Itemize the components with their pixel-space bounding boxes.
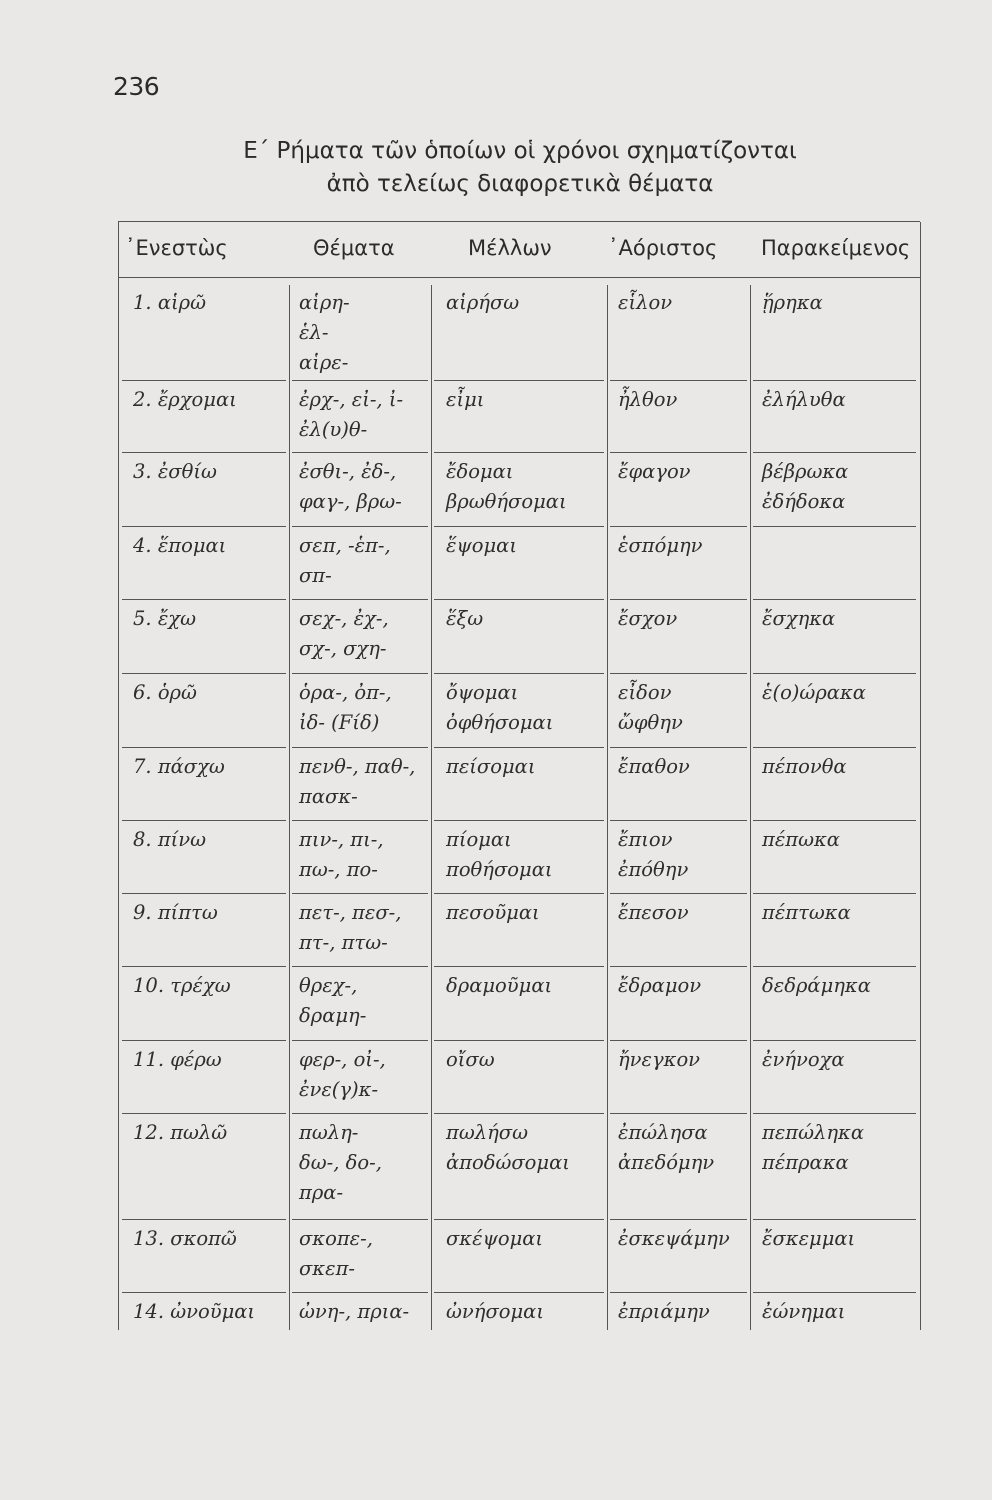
perfect-line: πέπωκα xyxy=(762,828,840,851)
stems-line: πετ-, πεσ-, xyxy=(299,901,402,924)
stems-line: φαγ-, βρω- xyxy=(299,490,402,513)
row-separator xyxy=(434,599,604,600)
row-separator xyxy=(753,1040,916,1041)
row-separator xyxy=(610,673,747,674)
row-number: 13. xyxy=(133,1227,165,1250)
row-separator xyxy=(753,1113,916,1114)
row-separator xyxy=(753,673,916,674)
aorist-line: ἔσχον xyxy=(618,607,678,630)
table-left-border xyxy=(118,222,119,1330)
stems-line: ἐλ(υ)θ- xyxy=(299,418,368,441)
stems-line: αἱρη- xyxy=(299,291,350,314)
row-separator xyxy=(292,1219,428,1220)
header-present: ᾿Ενεστὼς xyxy=(125,236,228,260)
future-line: ὀφθήσομαι xyxy=(446,711,554,734)
row-separator xyxy=(292,380,428,381)
aorist-line: εἷλον xyxy=(618,291,673,314)
row-separator xyxy=(610,747,747,748)
present-form: φέρω xyxy=(170,1048,222,1071)
present-form: πίπτω xyxy=(157,901,218,924)
row-separator xyxy=(610,1040,747,1041)
row-separator xyxy=(292,599,428,600)
row-separator xyxy=(610,893,747,894)
row-separator xyxy=(122,599,286,600)
row-separator xyxy=(122,966,286,967)
future-line: ἕψομαι xyxy=(446,534,517,557)
row-separator xyxy=(434,1113,604,1114)
present-cell xyxy=(133,288,206,318)
present-form: πάσχω xyxy=(157,755,225,778)
future-line: ἕξω xyxy=(446,607,484,630)
row-separator xyxy=(292,526,428,527)
row-separator xyxy=(122,526,286,527)
perfect-line: βέβρωκα xyxy=(762,460,849,483)
row-separator xyxy=(292,452,428,453)
row-separator xyxy=(610,526,747,527)
aorist-line: ἐπώλησα xyxy=(618,1121,708,1144)
aorist-line: ἤνεγκον xyxy=(618,1048,701,1071)
stems-line: πενθ-, παθ-, xyxy=(299,755,416,778)
row-separator xyxy=(753,380,916,381)
row-separator xyxy=(434,452,604,453)
future-line: σκέψομαι xyxy=(446,1227,544,1250)
row-separator xyxy=(434,893,604,894)
column-divider-2 xyxy=(431,285,432,1330)
row-separator xyxy=(753,452,916,453)
row-separator xyxy=(753,1219,916,1220)
stems-line: ἐρχ-, εἰ-, ἰ- xyxy=(299,388,404,411)
stems-line: σεπ, -ἑπ-, xyxy=(299,534,391,557)
stems-line: σπ- xyxy=(299,564,332,587)
perfect-line: ᾕρηκα xyxy=(762,291,823,314)
perfect-line: ἔσκεμμαι xyxy=(762,1227,856,1250)
row-separator xyxy=(292,747,428,748)
row-separator xyxy=(434,1219,604,1220)
aorist-line: ὤφθην xyxy=(618,711,683,734)
table-right-border xyxy=(920,222,921,1330)
stems-line: σεχ-, ἐχ-, xyxy=(299,607,389,630)
column-divider-4 xyxy=(750,285,751,1330)
row-separator xyxy=(753,820,916,821)
column-divider-1 xyxy=(289,285,290,1330)
stems-line: πιν-, πι-, xyxy=(299,828,384,851)
perfect-line: πέπρακα xyxy=(762,1151,849,1174)
row-separator xyxy=(122,1113,286,1114)
present-form: σκοπῶ xyxy=(170,1227,237,1250)
row-separator xyxy=(434,747,604,748)
row-separator xyxy=(292,820,428,821)
row-separator xyxy=(753,526,916,527)
row-number: 7. xyxy=(133,755,152,778)
header-rule xyxy=(118,277,920,278)
perfect-line: ἑ(ο)ώρακα xyxy=(762,681,866,704)
page-title-line-2: ἀπὸ τελείως διαφορετικὰ θέματα xyxy=(326,171,714,197)
row-number: 4. xyxy=(133,534,152,557)
row-number: 8. xyxy=(133,828,152,851)
perfect-line: πεπώληκα xyxy=(762,1121,864,1144)
stems-line: σκεπ- xyxy=(299,1257,355,1280)
row-separator xyxy=(610,966,747,967)
present-form: ἔχω xyxy=(157,607,196,630)
present-form: ἐσθίω xyxy=(157,460,217,483)
row-separator xyxy=(434,820,604,821)
present-cell xyxy=(133,898,218,928)
header-aorist: ᾿Αόριστος xyxy=(608,236,718,260)
perfect-line: πέπονθα xyxy=(762,755,847,778)
page-number: 236 xyxy=(113,72,160,101)
aorist-line: ἔδραμον xyxy=(618,974,702,997)
row-separator xyxy=(122,452,286,453)
row-separator xyxy=(434,1040,604,1041)
row-separator xyxy=(610,1292,747,1293)
row-separator xyxy=(434,526,604,527)
row-separator xyxy=(122,380,286,381)
row-separator xyxy=(434,380,604,381)
perfect-line: ἐώνημαι xyxy=(762,1300,846,1323)
row-separator xyxy=(292,673,428,674)
present-cell xyxy=(133,1297,255,1327)
stems-line: ὠνη-, πρια- xyxy=(299,1300,410,1323)
table-top-rule xyxy=(118,221,920,222)
future-line: οἴσω xyxy=(446,1048,495,1071)
row-separator xyxy=(434,1292,604,1293)
present-cell xyxy=(133,1118,227,1148)
stems-line: θρεχ-, xyxy=(299,974,358,997)
row-number: 6. xyxy=(133,681,152,704)
future-line: ὄψομαι xyxy=(446,681,519,704)
row-separator xyxy=(122,747,286,748)
present-cell xyxy=(133,1045,222,1075)
row-number: 11. xyxy=(133,1048,165,1071)
header-future: Μέλλων xyxy=(468,236,552,260)
future-line: δραμοῦμαι xyxy=(446,974,553,997)
row-number: 5. xyxy=(133,607,152,630)
row-separator xyxy=(434,673,604,674)
row-separator xyxy=(122,893,286,894)
future-line: πωλήσω xyxy=(446,1121,528,1144)
aorist-line: ἔφαγον xyxy=(618,460,691,483)
stems-line: σχ-, σχη- xyxy=(299,637,387,660)
present-form: πωλῶ xyxy=(170,1121,228,1144)
row-separator xyxy=(753,599,916,600)
row-number: 3. xyxy=(133,460,152,483)
present-cell xyxy=(133,604,196,634)
aorist-line: ἐπριάμην xyxy=(618,1300,710,1323)
perfect-line: ἐλήλυθα xyxy=(762,388,846,411)
present-cell xyxy=(133,678,197,708)
future-line: βρωθήσομαι xyxy=(446,490,567,513)
stems-line: δραμη- xyxy=(299,1004,367,1027)
row-number: 14. xyxy=(133,1300,165,1323)
present-cell xyxy=(133,457,217,487)
present-cell xyxy=(133,825,206,855)
stems-line: πωλη- xyxy=(299,1121,359,1144)
aorist-line: ἔπεσον xyxy=(618,901,689,924)
page-title-line-1: Ε΄ Ρήματα τῶν ὁποίων οἱ χρόνοι σχηματίζονται xyxy=(243,138,797,164)
present-form: ὠνοῦμαι xyxy=(170,1300,256,1323)
row-separator xyxy=(753,893,916,894)
present-form: ἔρχομαι xyxy=(157,388,237,411)
row-separator xyxy=(122,673,286,674)
column-divider-3 xyxy=(607,285,608,1330)
present-form: ὁρῶ xyxy=(157,681,197,704)
stems-line: ἐνε(γ)κ- xyxy=(299,1078,379,1101)
stems-line: πω-, πο- xyxy=(299,858,378,881)
stems-line: πασκ- xyxy=(299,785,358,808)
aorist-line: ἔπιον xyxy=(618,828,673,851)
future-line: πείσομαι xyxy=(446,755,536,778)
row-separator xyxy=(610,599,747,600)
row-separator xyxy=(610,1219,747,1220)
row-separator xyxy=(753,966,916,967)
row-number: 10. xyxy=(133,974,165,997)
future-line: πίομαι xyxy=(446,828,512,851)
future-line: ἀποδώσομαι xyxy=(446,1151,570,1174)
row-separator xyxy=(292,966,428,967)
aorist-line: ἐπόθην xyxy=(618,858,689,881)
present-cell xyxy=(133,531,226,561)
stems-line: δω-, δο-, xyxy=(299,1151,382,1174)
row-number: 1. xyxy=(133,291,152,314)
perfect-line: ἔσχηκα xyxy=(762,607,836,630)
present-cell xyxy=(133,385,237,415)
header-stems: Θέματα xyxy=(313,236,395,260)
perfect-line: ἐδήδοκα xyxy=(762,490,846,513)
row-separator xyxy=(122,820,286,821)
present-cell xyxy=(133,752,225,782)
row-separator xyxy=(122,1040,286,1041)
row-separator xyxy=(292,893,428,894)
stems-line: ἐσθι-, ἐδ-, xyxy=(299,460,397,483)
row-separator xyxy=(610,820,747,821)
present-form: ἕπομαι xyxy=(157,534,227,557)
header-perfect: Παρακείμενος xyxy=(761,236,911,260)
stems-line: σκοπε-, xyxy=(299,1227,373,1250)
row-separator xyxy=(753,747,916,748)
row-separator xyxy=(122,1292,286,1293)
aorist-line: ἑσπόμην xyxy=(618,534,703,557)
row-separator xyxy=(434,966,604,967)
future-line: πεσοῦμαι xyxy=(446,901,540,924)
row-separator xyxy=(610,1113,747,1114)
row-number: 9. xyxy=(133,901,152,924)
aorist-line: εἶδον xyxy=(618,681,672,704)
present-form: τρέχω xyxy=(170,974,231,997)
stems-line: φερ-, οἰ-, xyxy=(299,1048,386,1071)
stems-line: πτ-, πτω- xyxy=(299,931,388,954)
aorist-line: ἐσκεψάμην xyxy=(618,1227,730,1250)
row-number: 12. xyxy=(133,1121,165,1144)
present-cell xyxy=(133,971,231,1001)
row-separator xyxy=(610,452,747,453)
present-cell xyxy=(133,1224,237,1254)
row-number: 2. xyxy=(133,388,152,411)
aorist-line: ἀπεδόμην xyxy=(618,1151,715,1174)
stems-line: ἑλ- xyxy=(299,321,329,344)
row-separator xyxy=(292,1292,428,1293)
perfect-line: δεδράμηκα xyxy=(762,974,871,997)
row-separator xyxy=(753,1292,916,1293)
present-form: πίνω xyxy=(157,828,207,851)
row-separator xyxy=(292,1040,428,1041)
perfect-line: πέπτωκα xyxy=(762,901,851,924)
aorist-line: ἦλθον xyxy=(618,388,678,411)
stems-line: αἱρε- xyxy=(299,351,349,374)
future-line: αἱρήσω xyxy=(446,291,520,314)
row-separator xyxy=(122,1219,286,1220)
future-line: εἶμι xyxy=(446,388,485,411)
row-separator xyxy=(292,1113,428,1114)
present-form: αἱρῶ xyxy=(157,291,206,314)
future-line: ὠνήσομαι xyxy=(446,1300,544,1323)
stems-line: ὁρα-, ὀπ-, xyxy=(299,681,392,704)
perfect-line: ἐνήνοχα xyxy=(762,1048,845,1071)
future-line: ἔδομαι xyxy=(446,460,514,483)
row-separator xyxy=(610,380,747,381)
stems-line: ἰδ- (Fίδ) xyxy=(299,711,380,734)
aorist-line: ἔπαθον xyxy=(618,755,690,778)
future-line: ποθήσομαι xyxy=(446,858,553,881)
stems-line: πρα- xyxy=(299,1181,344,1204)
